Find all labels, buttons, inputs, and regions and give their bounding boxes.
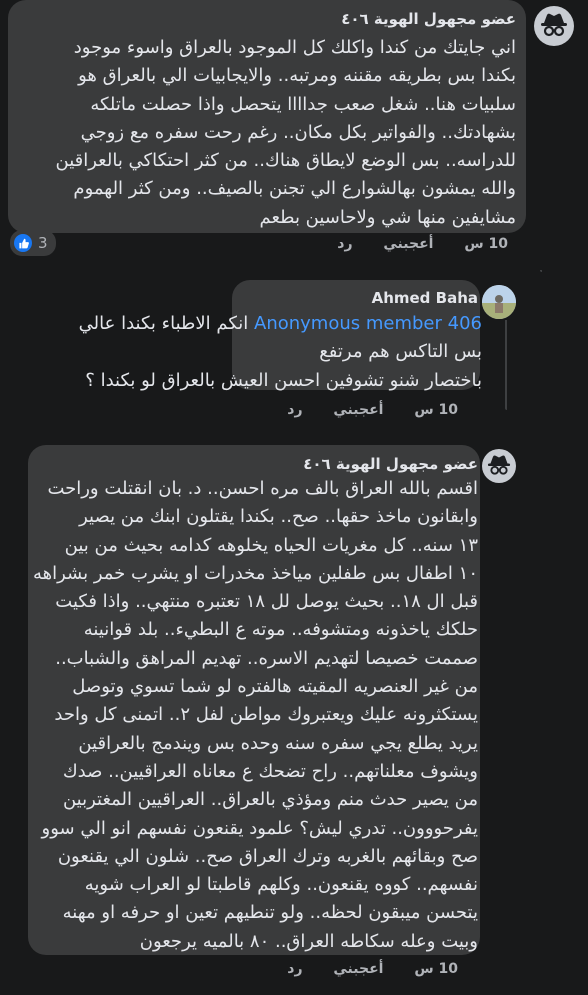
reply-thread-line — [540, 270, 542, 272]
mention-link[interactable]: Anonymous member 406 — [254, 313, 482, 334]
incognito-icon — [482, 449, 516, 483]
comment-author[interactable]: عضو مجهول الهوية ٤٠٦ — [341, 10, 516, 28]
comment-time[interactable]: 10 س — [414, 961, 458, 977]
thread-connector — [505, 320, 507, 410]
like-button[interactable]: أعجبني — [383, 236, 434, 252]
reply-time[interactable]: 10 س — [414, 402, 458, 418]
anonymous-avatar[interactable] — [534, 6, 574, 46]
comment-actions — [261, 961, 458, 977]
comment-text: اني جايتك من كندا واكلك كل الموجود بالعراق واسوء موجود بكندا بس بطريقه مقننه ومرتبه.. والايجابيات الي بالعراق هو سلبيات هنا.. شغل صعب جداااا يتحصل واذا حصلت ماتلكه بشهادتك.. والفواتير بكل مكان.. رغم رحت سفره مع زوجي للدراسه.. بس الوضع لايطاق هناك.. من كثر احتكاكي بالعراقين والله يمشون بهالشوارع الي تجنن بالصيف.. ومن كثر الهموم مشايفين منها شي ولاحاسين بطعم — [55, 37, 516, 228]
like-button[interactable]: أعجبني — [333, 961, 384, 977]
comment-3 — [0, 443, 588, 995]
reply-author[interactable]: Ahmed Baha — [371, 289, 478, 307]
incognito-icon — [534, 6, 574, 46]
reply-button[interactable]: رد — [287, 961, 303, 977]
thumbs-up-icon — [14, 234, 32, 252]
reaction-summary[interactable] — [10, 230, 56, 256]
comment-1 — [0, 0, 588, 270]
comment-2-reply — [0, 280, 588, 430]
like-button[interactable]: أعجبني — [333, 402, 384, 418]
comment-actions — [311, 236, 508, 252]
profile-photo-icon — [482, 285, 516, 319]
user-avatar[interactable] — [482, 285, 516, 319]
comment-text: اقسم بالله العراق بالف مره احسن.. د. بان انقتلت وراحت وابقانون ماخذ حقها.. صح.. بكندا يقتلون ابنك من يصير ١٣ سنه.. كل مغريات الحياه يخلوهه كدامه بحيث من بين ١٠ اطفال بس طفلين مياخذ مخدرات او يشرب خمر بشراهه قبل ال ١٨.. بحيث يوصل لل ١٨ تعتبره منتهي.. واذا فكيت حلكك ياخذونه ومتشوفه.. موته ع البطيء.. بلد قوانينه صممت خصيصا لتهديم الاسره.. تهديم المراهق والشباب.. من غير العنصريه المقيته هالفتره لو شما تسوي وتوصل يستكثرونه عليك ويعتبروك مواطن لفل ٢.. اتمنى كل واحد يريد يطلع يجي سفره سنه وحده بس ويندمج بالعراقين ويشوف معلناتهم.. راح تضحك ع معاناه العراقيين.. صدك من يصير حدث منم ومؤذي بالعراق.. العراقيين المغتربين يفرحووون.. تدري ليش؟ علمود يقنعون نفسهم انو الي سوو صح وبقائهم بالغربه وترك العراق صح.. شلون الي يقنعون نفسهم.. كووه يقنعون.. وكلهم قاطبتا لو العراب شويه يتحسن ميبقون لحظه.. ولو تنطيهم تعين او حرفه او مهنه وبيت وعله سكاطه العراق.. ٨٠ بالميه يرجعون — [32, 478, 478, 952]
reply-button[interactable]: رد — [287, 402, 303, 418]
anonymous-avatar[interactable] — [482, 449, 516, 483]
comment-time[interactable]: 10 س — [464, 236, 508, 252]
reaction-count: 3 — [38, 234, 48, 252]
reply-button[interactable]: رد — [337, 236, 353, 252]
comment-author[interactable]: عضو مجهول الهوية ٤٠٦ — [303, 455, 478, 473]
reply-actions — [261, 402, 458, 418]
reply-text: Anonymous member 406 انكم الاطباء بكندا عالي بس التاكس هم مرتفع باختصار شنو تشوفين احسن العيش بالعراق لو بكندا ؟ — [78, 313, 482, 391]
